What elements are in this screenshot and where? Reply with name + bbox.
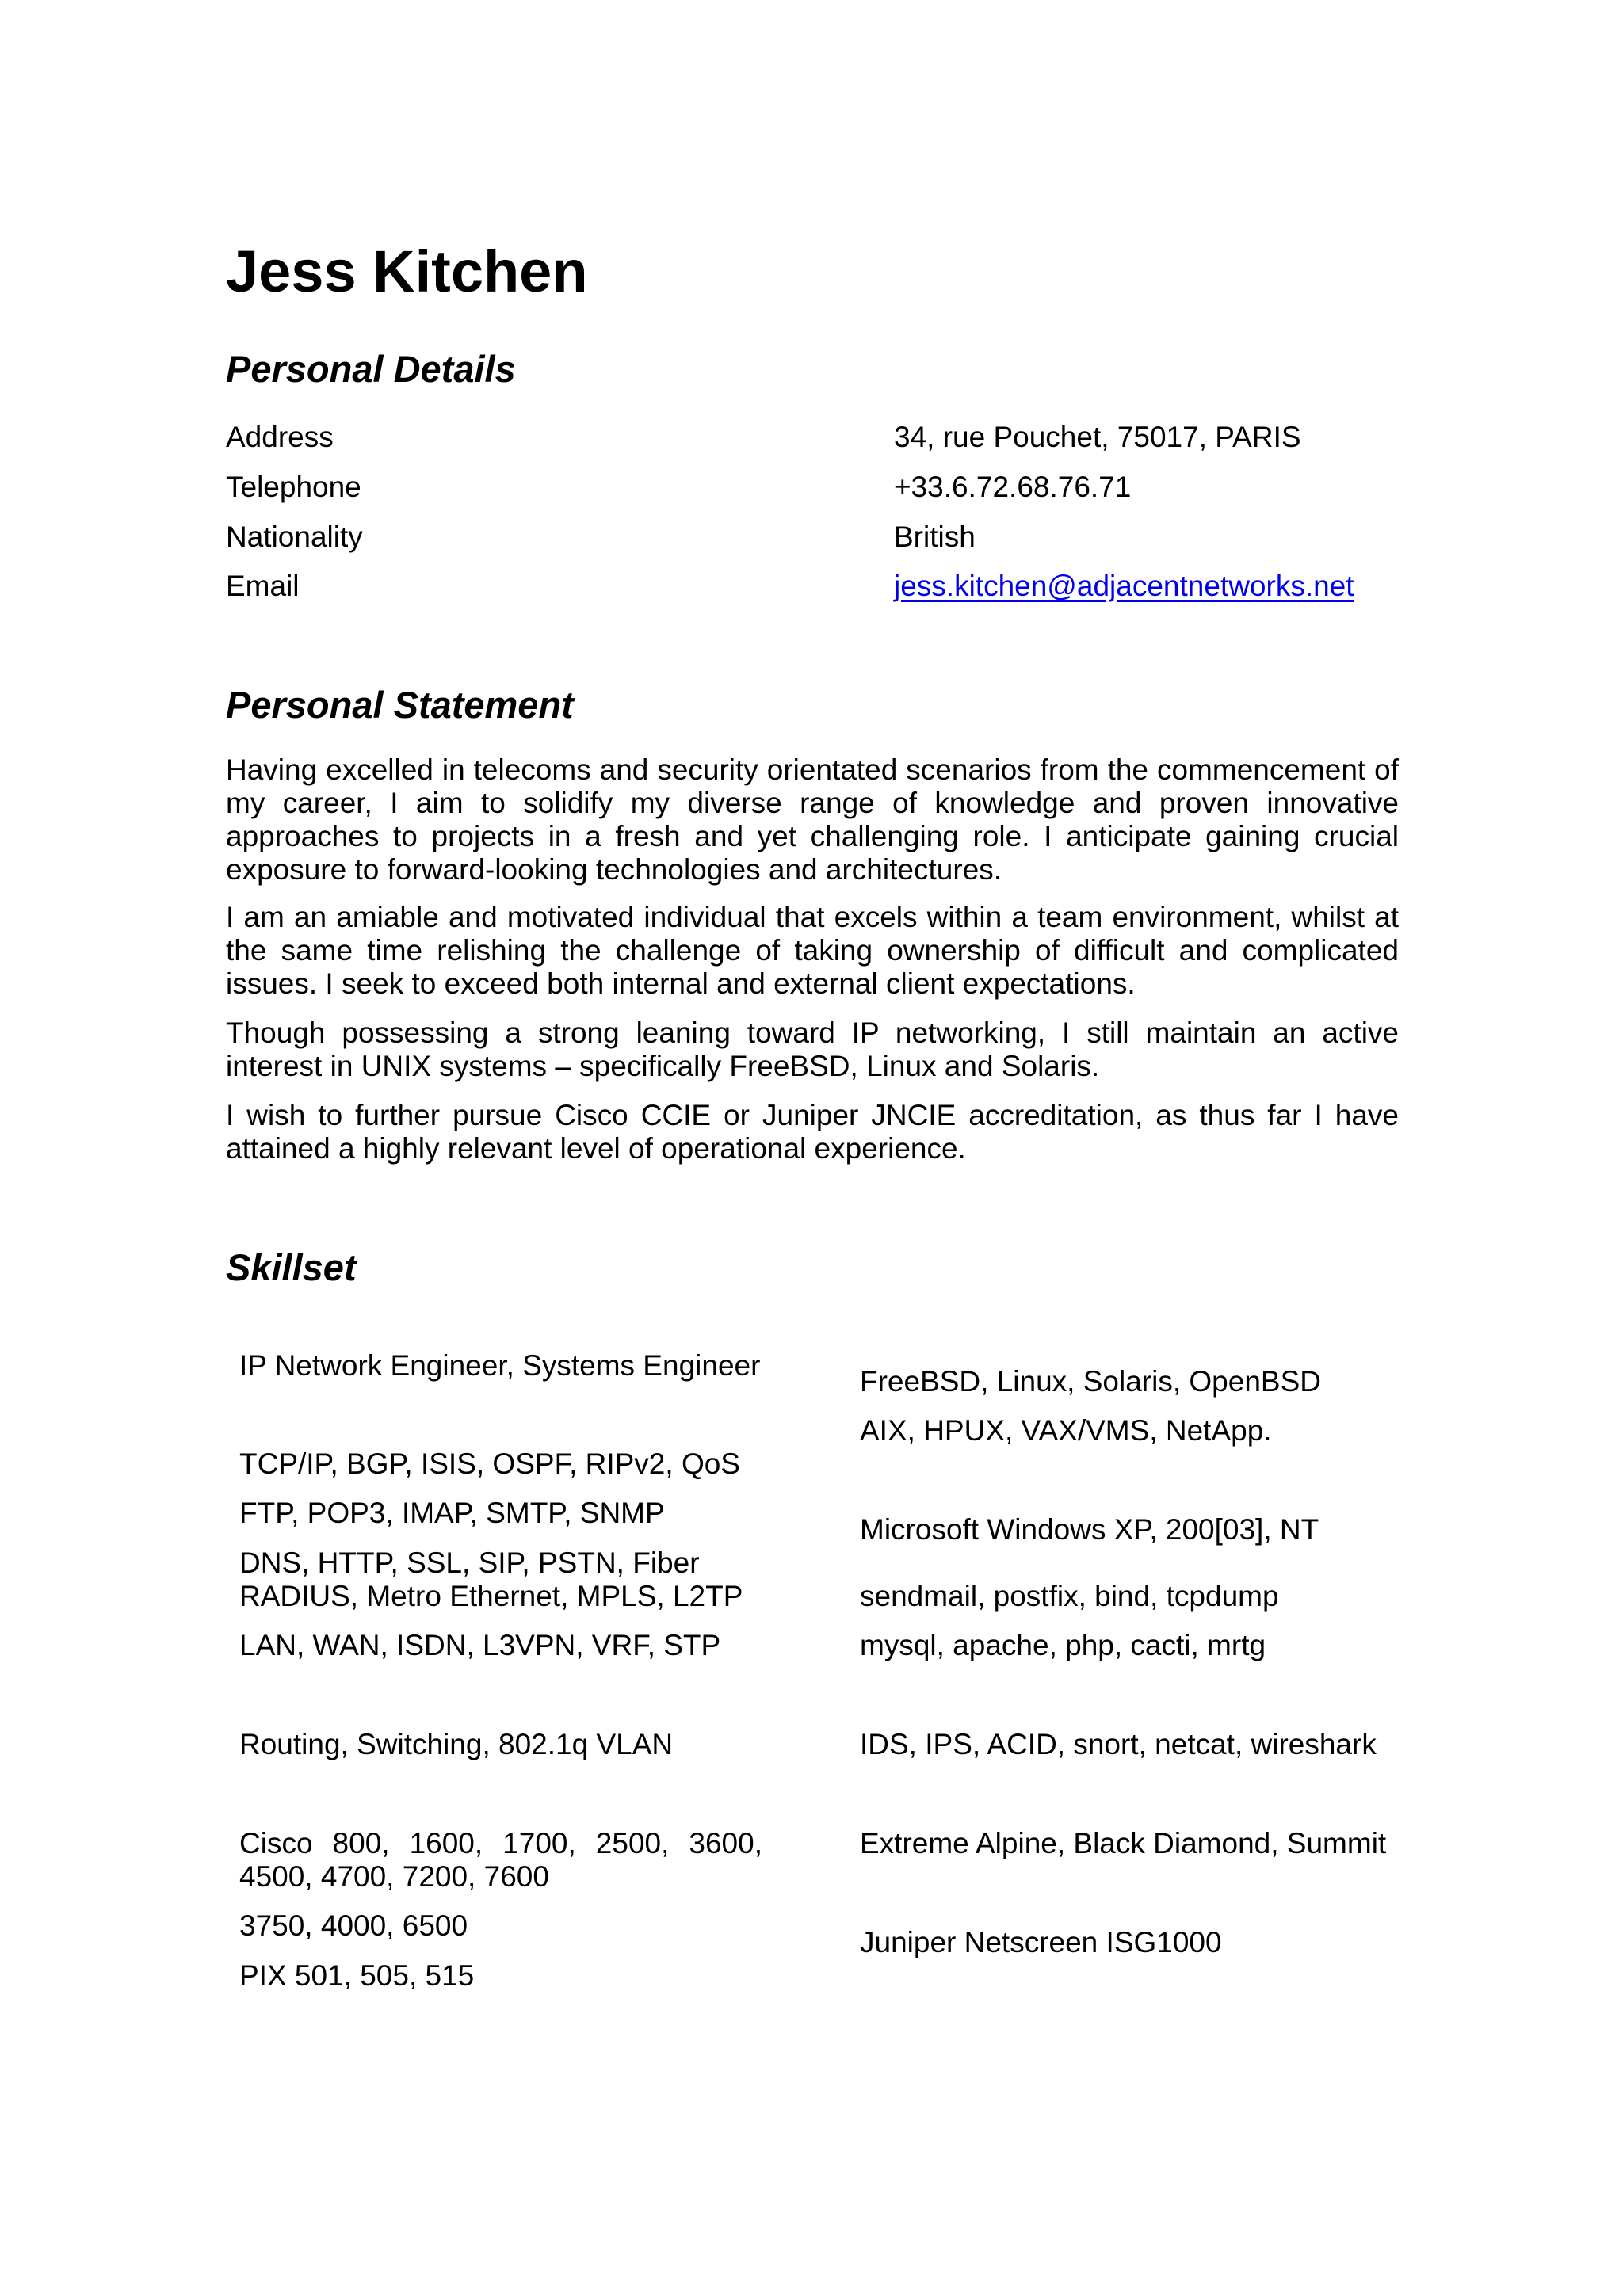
telephone-value: +33.6.72.68.76.71 [894, 471, 1132, 503]
skill-item: TCP/IP, BGP, ISIS, OSPF, RIPv2, QoS [239, 1447, 740, 1480]
personal-details-heading: Personal Details [226, 348, 516, 390]
email-link[interactable]: jess.kitchen@adjacentnetworks.net [894, 570, 1354, 602]
skill-item: Cisco 800, 1600, 1700, 2500, 3600, 4500, 4700, 7200, 7600 [239, 1827, 762, 1893]
nationality-value: British [894, 521, 976, 553]
skill-item: sendmail, postfix, bind, tcpdump [860, 1580, 1279, 1612]
nationality-label: Nationality [226, 521, 363, 553]
skill-item: FTP, POP3, IMAP, SMTP, SNMP [239, 1497, 665, 1529]
statement-paragraph-1: Having excelled in telecoms and security orientated scenarios from the commencement of my career, I aim to solidify my diverse range of knowledge and proven innovative approaches to projects in a fresh and yet challenging role. I anticipate gaining crucial exposure to forward-looking technologies and architectures. [226, 753, 1399, 886]
skill-item: IP Network Engineer, Systems Engineer [239, 1349, 761, 1382]
skill-item: mysql, apache, php, cacti, mrtg [860, 1629, 1266, 1661]
skill-item: PIX 501, 505, 515 [239, 1959, 475, 1992]
skill-item: Extreme Alpine, Black Diamond, Summit [860, 1827, 1387, 1859]
statement-paragraph-2: I am an amiable and motivated individual that excels within a team environment, whilst at the same time relishing the challenge of taking ownership of difficult and complicated issues. I seek to exceed both internal and external client expectations. [226, 901, 1399, 1000]
statement-paragraph-4: I wish to further pursue Cisco CCIE or Juniper JNCIE accreditation, as thus far I have attained a highly relevant level of operational experience. [226, 1099, 1399, 1165]
skill-item: AIX, HPUX, VAX/VMS, NetApp. [860, 1414, 1272, 1447]
skill-item: IDS, IPS, ACID, snort, netcat, wireshark [860, 1728, 1377, 1760]
skill-item: LAN, WAN, ISDN, L3VPN, VRF, STP [239, 1629, 721, 1661]
skill-item: Microsoft Windows XP, 200[03], NT [860, 1513, 1319, 1546]
skillset-heading: Skillset [226, 1246, 357, 1288]
telephone-label: Telephone [226, 471, 361, 503]
skill-item: 3750, 4000, 6500 [239, 1909, 468, 1942]
statement-paragraph-3: Though possessing a strong leaning toward IP networking, I still maintain an active interest in UNIX systems – specifically FreeBSD, Linux and Solaris. [226, 1016, 1399, 1082]
skill-item: FreeBSD, Linux, Solaris, OpenBSD [860, 1365, 1321, 1398]
candidate-name: Jess Kitchen [226, 238, 588, 304]
skill-item: RADIUS, Metro Ethernet, MPLS, L2TP [239, 1580, 743, 1612]
skill-item: Routing, Switching, 802.1q VLAN [239, 1728, 674, 1760]
skill-item: DNS, HTTP, SSL, SIP, PSTN, Fiber [239, 1547, 700, 1579]
address-label: Address [226, 421, 334, 453]
address-value: 34, rue Pouchet, 75017, PARIS [894, 421, 1301, 453]
personal-statement-heading: Personal Statement [226, 684, 574, 726]
skill-item: Juniper Netscreen ISG1000 [860, 1926, 1222, 1958]
email-label: Email [226, 570, 300, 602]
